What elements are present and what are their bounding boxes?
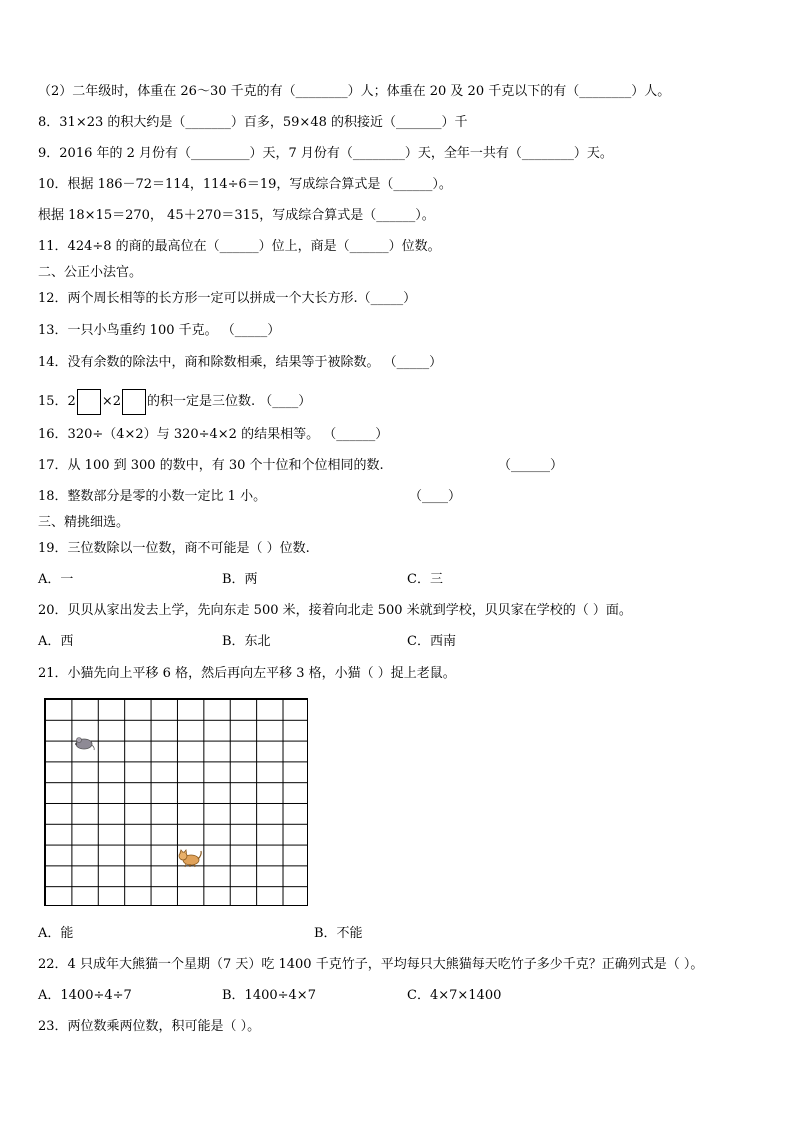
- q19-option-b: B．两: [222, 572, 258, 587]
- q9: 9．2016 年的 2 月份有（_________）天，7 月份有（________）天，全年一共有（________）天。: [38, 146, 613, 161]
- q10: 10．根据 186－72＝114，114÷6＝19，写成综合算式是（______）。: [38, 177, 452, 192]
- mouse-icon: [72, 735, 96, 751]
- cat-icon: [177, 848, 203, 868]
- movement-grid: [44, 698, 308, 906]
- q15-suffix: 的积一定是三位数. （____）: [147, 394, 312, 409]
- section-3-title: 三、精挑细选。: [38, 515, 130, 530]
- q12: 12．两个周长相等的长方形一定可以拼成一个大长方形.（_____）: [38, 291, 417, 306]
- q15-box-2: [122, 389, 146, 415]
- q16: 16．320÷（4×2）与 320÷4×2 的结果相等。 （______）: [38, 427, 389, 442]
- q22-option-b: B．1400÷4×7: [222, 988, 316, 1003]
- q11: 11．424÷8 的商的最高位在（______）位上，商是（______）位数。: [38, 239, 441, 254]
- q20-option-c: C．西南: [407, 634, 456, 649]
- q18: 18．整数部分是零的小数一定比 1 小。: [38, 489, 267, 504]
- q19: 19．三位数除以一位数，商不可能是（ ）位数.: [38, 541, 310, 556]
- q21-option-b: B．不能: [314, 926, 363, 941]
- q20: 20．贝贝从家出发去上学，先向东走 500 米，接着向北走 500 米就到学校，贝贝家在学校的（ ）面。: [38, 603, 632, 618]
- q10-part2: 根据 18×15＝270， 45＋270＝315，写成综合算式是（______）。: [38, 208, 435, 223]
- q18-blank: （____）: [409, 489, 462, 504]
- q19-option-c: C．三: [407, 572, 443, 587]
- q17-blank: （______）: [498, 458, 564, 473]
- q22: 22．4 只成年大熊猫一个星期（7 天）吃 1400 千克竹子，平均每只大熊猫每天吃竹子多少千克？正确列式是（ ）。: [38, 957, 704, 972]
- q15-mid: ×2: [101, 394, 121, 409]
- q14: 14．没有余数的除法中，商和除数相乘，结果等于被除数。 （_____）: [38, 355, 443, 370]
- q15-box-1: [77, 389, 101, 415]
- q7-part2: （2）二年级时，体重在 26～30 千克的有（________）人；体重在 20 及 20 千克以下的有（________）人。: [38, 84, 671, 99]
- q20-option-b: B．东北: [222, 634, 271, 649]
- q13: 13．一只小鸟重约 100 千克。 （_____）: [38, 323, 281, 338]
- section-2-title: 二、公正小法官。: [38, 265, 143, 280]
- q22-option-c: C．4×7×1400: [407, 988, 502, 1003]
- q21: 21．小猫先向上平移 6 格，然后再向左平移 3 格，小猫（ ）捉上老鼠。: [38, 666, 456, 681]
- q23: 23．两位数乘两位数，积可能是（ ）。: [38, 1019, 261, 1034]
- q17: 17．从 100 到 300 的数中，有 30 个十位和个位相同的数.: [38, 458, 384, 473]
- q8: 8．31×23 的积大约是（_______）百多，59×48 的积接近（_______）千: [38, 115, 468, 130]
- q20-option-a: A．西: [38, 634, 74, 649]
- q19-option-a: A．一: [38, 572, 74, 587]
- q15: [38, 388, 311, 416]
- q22-option-a: A．1400÷4÷7: [38, 988, 132, 1003]
- q21-option-a: A．能: [38, 926, 74, 941]
- q15-prefix: 15．2: [38, 394, 76, 409]
